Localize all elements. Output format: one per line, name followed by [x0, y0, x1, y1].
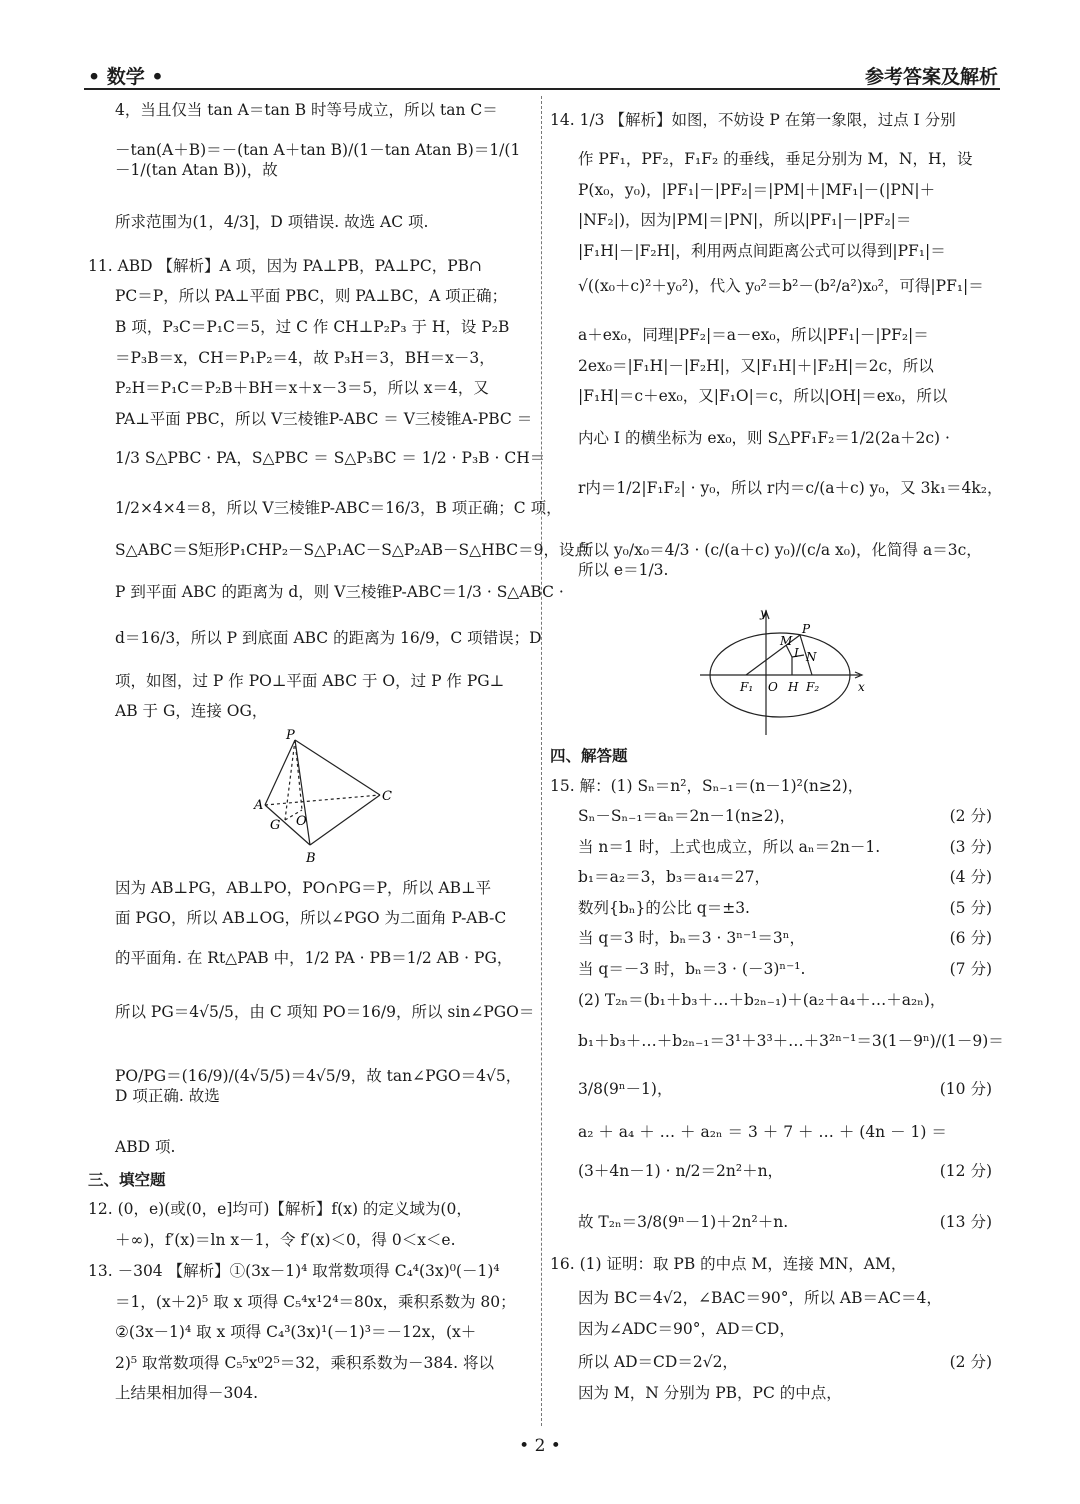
text-line: 4，当且仅当 tan A＝tan B 时等号成立，所以 tan C＝ — [115, 101, 498, 119]
text-line: 因为∠ADC＝90°，AD＝CD， — [578, 1320, 795, 1338]
score-label: (10 分) — [939, 1080, 992, 1098]
ellipse-figure — [700, 605, 880, 740]
text-line: a₂ ＋ a₄ ＋ … ＋ a₂ₙ ＝ 3 ＋ 7 ＋ … ＋ (4n － 1) ＝ — [578, 1123, 947, 1141]
text-line: 3/8(9ⁿ－1)， — [578, 1080, 673, 1098]
text-line: √((x₀＋c)²＋y₀²)，代入 y₀²＝b²－(b²/a²)x₀²，可得|PF₁|＝ — [578, 277, 984, 295]
text-line: 11. ABD 【解析】A 项，因为 PA⊥PB，PA⊥PC，PB∩ — [88, 257, 483, 275]
text-line: a＋ex₀，同理|PF₂|＝a－ex₀，所以|PF₁|－|PF₂|＝ — [578, 326, 929, 344]
text-line: 上结果相加得－304. — [115, 1384, 259, 1402]
score-label: (2 分) — [949, 1353, 992, 1371]
column-divider — [541, 96, 542, 1426]
text-line: PO/PG＝(16/9)/(4√5/5)＝4√5/9，故 tan∠PGO＝4√5，D 项正确. 故选 — [115, 1067, 522, 1105]
text-line: PC＝P，所以 PA⊥平面 PBC，则 PA⊥BC，A 项正确； — [115, 287, 508, 305]
ellipse-label: F₂ — [806, 680, 820, 694]
text-line: ＝P₃B＝x，CH＝P₁P₂＝4，故 P₃H＝3，BH＝x－3， — [115, 349, 495, 367]
text-line: PA⊥平面 PBC，所以 V三棱锥P-ABC ＝ V三棱锥A-PBC ＝ — [115, 410, 533, 428]
text-line: S△ABC＝S矩形P₁CHP₂－S△P₁AC－S△P₂AB－S△HBC＝9，设点 — [115, 541, 591, 559]
ellipse-label: I — [794, 646, 799, 660]
score-label: (7 分) — [949, 960, 992, 978]
ellipse-label: O — [768, 680, 778, 694]
pyramid-label: O — [296, 814, 307, 829]
pyramid-label: B — [306, 851, 316, 866]
text-line: 13. －304 【解析】①(3x－1)⁴ 取常数项得 C₄⁴(3x)⁰(－1)⁴ — [88, 1262, 500, 1280]
text-line: ＝1，(x＋2)⁵ 取 x 项得 C₅⁴x¹2⁴＝80x，乘积系数为 80； — [115, 1293, 516, 1311]
score-label: (2 分) — [949, 807, 992, 825]
ellipse-label: N — [806, 650, 817, 664]
ellipse-label: M — [780, 634, 793, 648]
pyramid-label: A — [254, 798, 264, 813]
score-label: (3 分) — [949, 838, 992, 856]
text-line: 2ex₀＝|F₁H|－|F₂H|，又|F₁H|＋|F₂H|＝2c，所以 — [578, 357, 934, 375]
text-line: 的平面角. 在 Rt△PAB 中，1/2 PA · PB＝1/2 AB · PG， — [115, 949, 513, 967]
text-line: 当 n＝1 时，上式也成立，所以 aₙ＝2n－1. — [578, 838, 881, 856]
text-line: 因为 M，N 分别为 PB，PC 的中点， — [578, 1384, 842, 1402]
text-line: 当 q＝3 时，bₙ＝3 · 3ⁿ⁻¹＝3ⁿ， — [578, 929, 805, 947]
pyramid-label: C — [382, 789, 392, 804]
text-line: 故 T₂ₙ＝3/8(9ⁿ－1)＋2n²＋n. — [578, 1213, 789, 1231]
ellipse-label: x — [858, 680, 865, 694]
pyramid-label: G — [270, 818, 281, 833]
text-line: P(x₀，y₀)，|PF₁|－|PF₂|＝|PM|＋|MF₁|－(|PN|＋ — [578, 181, 936, 199]
text-line: |F₁H|＝c＋ex₀，又|F₁O|＝c，所以|OH|＝ex₀，所以 — [578, 387, 948, 405]
page-title: 参考答案及解析 — [864, 66, 998, 88]
score-label: (12 分) — [939, 1162, 992, 1180]
text-line: d＝16/3，所以 P 到底面 ABC 的距离为 16/9，C 项错误；D — [115, 629, 542, 647]
text-line: r内＝1/2|F₁F₂| · y₀，所以 r内＝c/(a＋c) y₀，又 3k₁＝4k₂， — [578, 479, 1003, 497]
text-line: b₁＋b₃＋…＋b₂ₙ₋₁＝3¹＋3³＋…＋3²ⁿ⁻¹＝3(1－9ⁿ)/(1－9)＝ — [578, 1032, 1004, 1050]
text-line: b₁＝a₂＝3，b₃＝a₁₄＝27， — [578, 868, 770, 886]
ellipse-label: H — [788, 680, 799, 694]
score-label: (6 分) — [949, 929, 992, 947]
text-line: 16. (1) 证明：取 PB 的中点 M，连接 MN，AM， — [550, 1255, 907, 1273]
text-line: －tan(A＋B)＝－(tan A＋tan B)/(1－tan Atan B)＝1/(1－1/(tan Atan B))，故 — [115, 141, 521, 179]
text-line: 14. 1/3 【解析】如图，不妨设 P 在第一象限，过点 I 分别 — [550, 111, 956, 129]
ellipse-label: F₁ — [740, 680, 754, 694]
text-line: 内心 I 的横坐标为 ex₀，则 S△PF₁F₂＝1/2(2a＋2c) · — [578, 429, 950, 447]
section-heading: 三、填空题 — [88, 1170, 166, 1189]
text-line: 1/3 S△PBC · PA，S△PBC ＝ S△P₃BC ＝ 1/2 · P₃B · CH＝ — [115, 449, 546, 467]
text-line: ②(3x－1)⁴ 取 x 项得 C₄³(3x)¹(－1)³＝－12x，(x＋ — [115, 1323, 477, 1341]
text-line: P₂H＝P₁C＝P₂B＋BH＝x＋x－3＝5，所以 x＝4，又 — [115, 379, 489, 397]
text-line: 所以 y₀/x₀＝4/3 · (c/(a＋c) y₀)/(c/a x₀)，化简得 a＝3c，所以 e＝1/3. — [578, 541, 982, 579]
text-line: 15. 解：(1) Sₙ＝n²，Sₙ₋₁＝(n－1)²(n≥2)， — [550, 777, 864, 795]
page-number: • 2 • — [519, 1436, 561, 1456]
ellipse-label: P — [802, 622, 811, 636]
text-line: P 到平面 ABC 的距离为 d，则 V三棱锥P-ABC＝1/3 · S△ABC · — [115, 583, 564, 601]
text-line: 2)⁵ 取常数项得 C₅⁵x⁰2⁵＝32，乘积系数为－384. 将以 — [115, 1354, 494, 1372]
text-line: Sₙ－Sₙ₋₁＝aₙ＝2n－1(n≥2)， — [578, 807, 796, 825]
text-line: 当 q＝－3 时，bₙ＝3 · (－3)ⁿ⁻¹. — [578, 960, 806, 978]
score-label: (13 分) — [939, 1213, 992, 1231]
ellipse-label: y — [760, 606, 767, 620]
pyramid-label: P — [286, 728, 295, 743]
score-label: (5 分) — [949, 899, 992, 917]
text-line: 1/2×4×4＝8，所以 V三棱锥P-ABC＝16/3，B 项正确；C 项， — [115, 499, 562, 517]
text-line: AB 于 G，连接 OG， — [115, 702, 268, 720]
text-line: 因为 AB⊥PG，AB⊥PO，PO∩PG＝P，所以 AB⊥平 — [115, 879, 492, 897]
score-label: (4 分) — [949, 868, 992, 886]
text-line: (2) T₂ₙ＝(b₁＋b₃＋…＋b₂ₙ₋₁)＋(a₂＋a₄＋…＋a₂ₙ)， — [578, 991, 946, 1009]
subject-header: • 数学 • — [88, 66, 164, 88]
text-line: B 项，P₃C＝P₁C＝5，过 C 作 CH⊥P₂P₃ 于 H，设 P₂B — [115, 318, 510, 336]
text-line: 所求范围为(1，4/3]，D 项错误. 故选 AC 项. — [115, 213, 429, 231]
text-line: 所以 AD＝CD＝2√2， — [578, 1353, 738, 1371]
text-line: (3＋4n－1) · n/2＝2n²＋n， — [578, 1162, 784, 1180]
section-heading: 四、解答题 — [550, 746, 628, 765]
pyramid-figure — [240, 725, 410, 870]
text-line: 12. (0，e)(或(0，e]均可)【解析】f(x) 的定义域为(0， — [88, 1200, 472, 1218]
text-line: 作 PF₁，PF₂，F₁F₂ 的垂线，垂足分别为 M，N，H，设 — [578, 150, 973, 168]
text-line: ABD 项. — [115, 1138, 176, 1156]
text-line: 数列{bₙ}的公比 q＝±3. — [578, 899, 750, 917]
text-line: 项，如图，过 P 作 PO⊥平面 ABC 于 O，过 P 作 PG⊥ — [115, 672, 505, 690]
text-line: 面 PGO，所以 AB⊥OG，所以∠PGO 为二面角 P-AB-C — [115, 909, 507, 927]
text-line: 因为 BC＝4√2，∠BAC＝90°，所以 AB＝AC＝4， — [578, 1289, 942, 1307]
text-line: |F₁H|－|F₂H|，利用两点间距离公式可以得到|PF₁|＝ — [578, 242, 946, 260]
text-line: |NF₂|)，因为|PM|＝|PN|，所以|PF₁|－|PF₂|＝ — [578, 211, 912, 229]
header-rule — [84, 88, 1000, 90]
text-line: ＋∞)，f′(x)＝ln x－1，令 f′(x)＜0，得 0＜x＜e. — [115, 1231, 456, 1249]
text-line: 所以 PG＝4√5/5，由 C 项知 PO＝16/9，所以 sin∠PGO＝ — [115, 1003, 535, 1021]
